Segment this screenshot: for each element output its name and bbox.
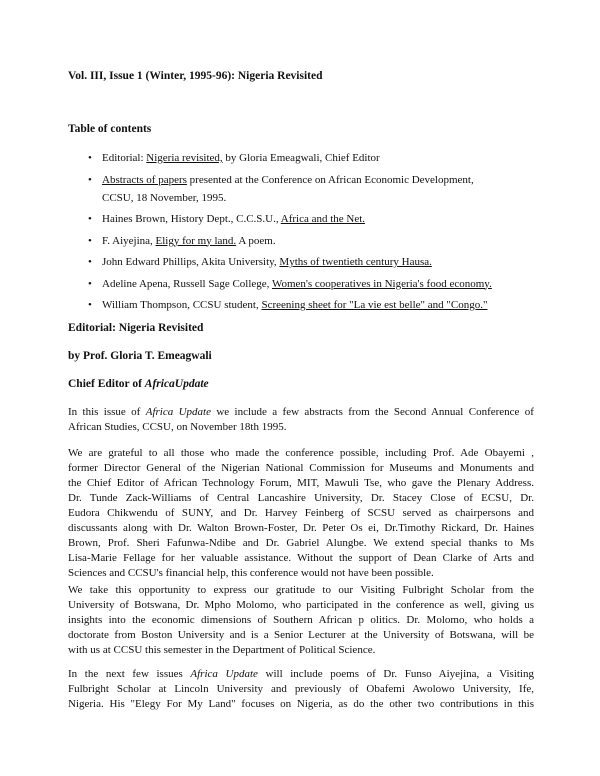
paragraph-fulbright (68, 583, 534, 658)
toc-link-womens-cooperatives[interactable]: Women's cooperatives in Nigeria's food economy. (271, 277, 492, 290)
paragraph-line: former Director General of the Nigerian National Commission for Museums and Monuments and (68, 462, 534, 474)
toc-heading: Table of contents (68, 123, 152, 135)
paragraph-line: Fulbright Scholar at Lincoln University and previously of Obafemi Awolowo University, Ife, (68, 683, 534, 695)
toc-item-myths: • John Edward Phillips, Akita University, Myths of twentieth century Hausa. (88, 253, 492, 271)
editorial-title: Editorial: Nigeria Revisited (68, 322, 204, 334)
toc-link-eligy-for-my-land[interactable]: Eligy for my land. (155, 234, 237, 247)
toc-item-screening-sheet: • William Thompson, CCSU student, Screening sheet for "La vie est belle" and "Congo." (88, 296, 492, 314)
paragraph-line: Dr. Tunde Zack-Williams of Central Lancashire University, Dr. Stacey Close of ECSU, Dr. (68, 492, 534, 504)
paragraph-line: Lisa-Marie Fellage for her valuable assistance. Without the support of Dean Clarke of Arts and (68, 552, 534, 564)
paragraph-line: African Studies, CCSU, on November 18th 1995. (68, 421, 287, 433)
paragraph-line: In the next few issues Africa Update will include poems of Dr. Funso Aiyejina, a Visiting (68, 668, 534, 680)
table-of-contents (88, 149, 492, 318)
paragraph-intro (68, 405, 534, 435)
paragraph-line: University of Botswana, Dr. Mpho Molomo, who participated in the conference as well, giving us (68, 599, 534, 611)
paragraph-line: Nigeria. His "Elegy For My Land" focuses on Nigeria, as do the other two contributions in this (68, 698, 534, 710)
paragraph-line: Sciences and CCSU's financial help, this conference would not have been possible. (68, 567, 434, 579)
toc-item-editorial: • Editorial: Nigeria revisited, by Gloria Emeagwali, Chief Editor (88, 149, 492, 167)
editorial-byline: by Prof. Gloria T. Emeagwali (68, 350, 212, 362)
paragraph-line: the Chief Editor of African Technology Forum, MIT, Mawuli Tse, who gave the Plenary Address. (68, 477, 534, 489)
paragraph-line: Eudora Chikwendu of SUNY, and Dr. Harvey Feinberg of SCSU served as chairpersons and (68, 507, 534, 519)
toc-item-eligy: • F. Aiyejina, Eligy for my land. A poem. (88, 232, 492, 250)
paragraph-line: In this issue of Africa Update we include a few abstracts from the Second Annual Conference of (68, 406, 534, 418)
paragraph-line: discussants along with Dr. Walton Brown-Foster, Dr. Peter Os ei, Dr.Timothy Rickard, Dr. Haines (68, 522, 534, 534)
paragraph-gratitude (68, 446, 534, 581)
paragraph-line: Brown, Prof. Sheri Fafunwa-Ndibe and Dr. Gabriel Alungbe. We extend special thanks to Ms (68, 537, 534, 549)
toc-item-abstracts: • Abstracts of papers presented at the Conference on African Economic Development, CCSU, 18 November, 1995. (88, 171, 492, 207)
paragraph-line: doctorate from Boston University and is a Senior Lecturer at the University of Botswana, will be (68, 629, 534, 641)
paragraph-line: insights into the economic dimensions of Southern African p olitics. Dr. Molomo, who holds a (68, 614, 534, 626)
toc-link-nigeria-revisited[interactable]: Nigeria revisited, (146, 152, 223, 164)
paragraph-line: We are grateful to all those who made the conference possible, including Prof. Ade Obayemi , (68, 447, 534, 459)
issue-title: Vol. III, Issue 1 (Winter, 1995-96): Nigeria Revisited (68, 70, 323, 82)
toc-link-screening-sheet[interactable]: Screening sheet for "La vie est belle" and "Congo." (261, 299, 488, 311)
paragraph-line: with us at CCSU this semester in the Department of Political Science. (68, 644, 376, 656)
toc-link-africa-and-the-net[interactable]: Africa and the Net. (280, 213, 366, 225)
toc-link-abstracts-of-papers[interactable]: Abstracts of papers (102, 173, 187, 186)
toc-link-myths-hausa[interactable]: Myths of twentieth century Hausa. (279, 256, 432, 268)
toc-item-continuation: CCSU, 18 November, 1995. (102, 191, 227, 204)
editorial-role: Chief Editor of AfricaUpdate (68, 378, 209, 390)
toc-item-womens-cooperatives: • Adeline Apena, Russell Sage College, Women's cooperatives in Nigeria's food economy. (88, 275, 492, 293)
paragraph-next-issues (68, 667, 534, 712)
toc-item-africa-net: • Haines Brown, History Dept., C.C.S.U., Africa and the Net. (88, 210, 492, 228)
paragraph-line: We take this opportunity to express our gratitude to our Visiting Fulbright Scholar from the (68, 584, 534, 596)
